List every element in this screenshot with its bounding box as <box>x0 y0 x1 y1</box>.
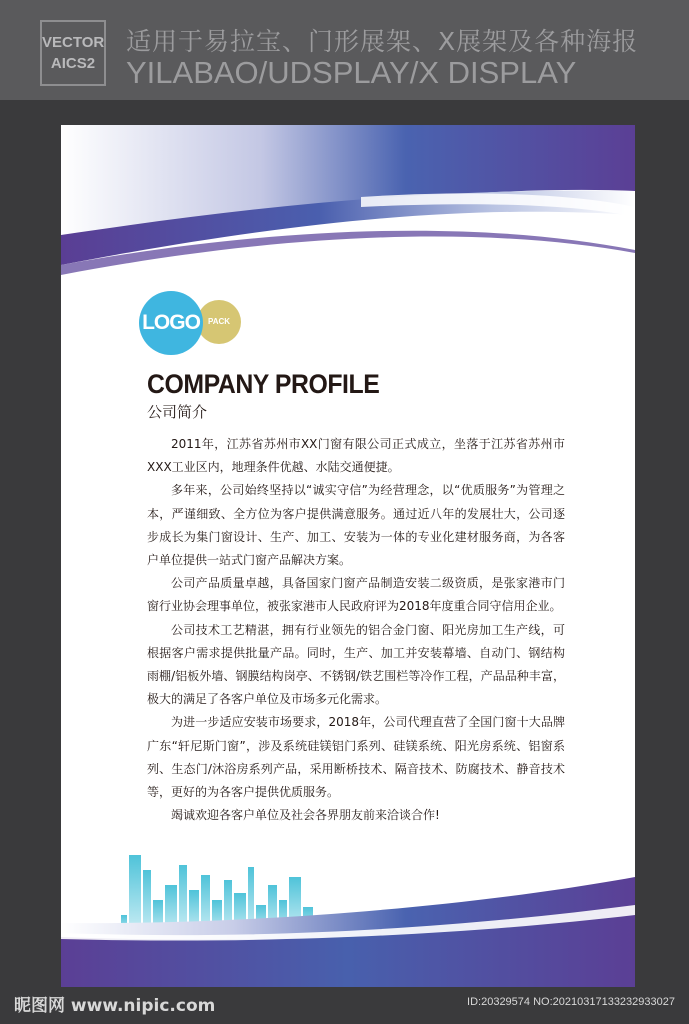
logo-pack-circle: PACK <box>197 300 241 344</box>
banner-title-cn: 适用于易拉宝、门形展架、X展架及各种海报 <box>126 27 639 56</box>
paragraph-5: 为进一步适应安装市场要求，2018年，公司代理直营了全国门窗十大品牌广东“轩尼斯门窗”，涉及系统硅镁铝门系列、硅镁系统、阳光房系统、铝窗系列、生态门/沐浴房系列产品，采用断桥技术、隔音技术、防腐技术、静音技术等，更好的为各客户提供优质服务。 <box>147 715 565 800</box>
badge-line2: AICS2 <box>50 55 96 72</box>
watermark-text: 昵图网 www.nipic.com <box>14 996 216 1016</box>
vector-badge <box>40 20 106 86</box>
page-title: COMPANY PROFILE <box>147 369 380 399</box>
logo-main-circle: LOGO <box>139 291 203 355</box>
poster <box>61 125 635 987</box>
banner-title-en: YILABAO/UDSPLAY/X DISPLAY <box>126 55 577 90</box>
top-banner <box>0 0 689 100</box>
paragraph-1: 2011年，江苏省苏州市XX门窗有限公司正式成立，坐落于江苏省苏州市XXX工业区内，地理条件优越、水陆交通便捷。 <box>147 437 565 475</box>
page-subtitle: 公司简介 <box>147 403 208 421</box>
profile-body <box>147 433 565 827</box>
paragraph-2: 多年来，公司始终坚持以“诚实守信”为经营理念，以“优质服务”为管理之本，严谨细致、全方位为客户提供满意服务。通过近八年的发展壮大，公司逐步成长为集门窗设计、生产、加工、安装为一体的专业化建材服务商，为各客户单位提供一站式门窗产品解决方案。 <box>147 483 565 568</box>
paragraph-3: 公司产品质量卓越，具备国家门窗产品制造安装二级资质，是张家港市门窗行业协会理事单位，被张家港市人民政府评为2018年度重合同守信用企业。 <box>147 576 565 614</box>
paragraph-4: 公司技术工艺精湛，拥有行业领先的铝合金门窗、阳光房加工生产线，可根据客户需求提供批量产品。同时，生产、加工并安装幕墙、自动门、钢结构雨棚/铝板外墙、钢膜结构岗亭、不锈钢/铁艺围栏等冷作工程，产品品种丰富，极大的满足了各客户单位及市场多元化需求。 <box>147 622 565 707</box>
closing-line: 竭诚欢迎各客户单位及社会各界朋友前来洽谈合作! <box>171 808 440 823</box>
image-id-text: ID:20329574 NO:20210317133232933027 <box>467 996 675 1008</box>
badge-line1: VECTOR <box>42 34 105 51</box>
